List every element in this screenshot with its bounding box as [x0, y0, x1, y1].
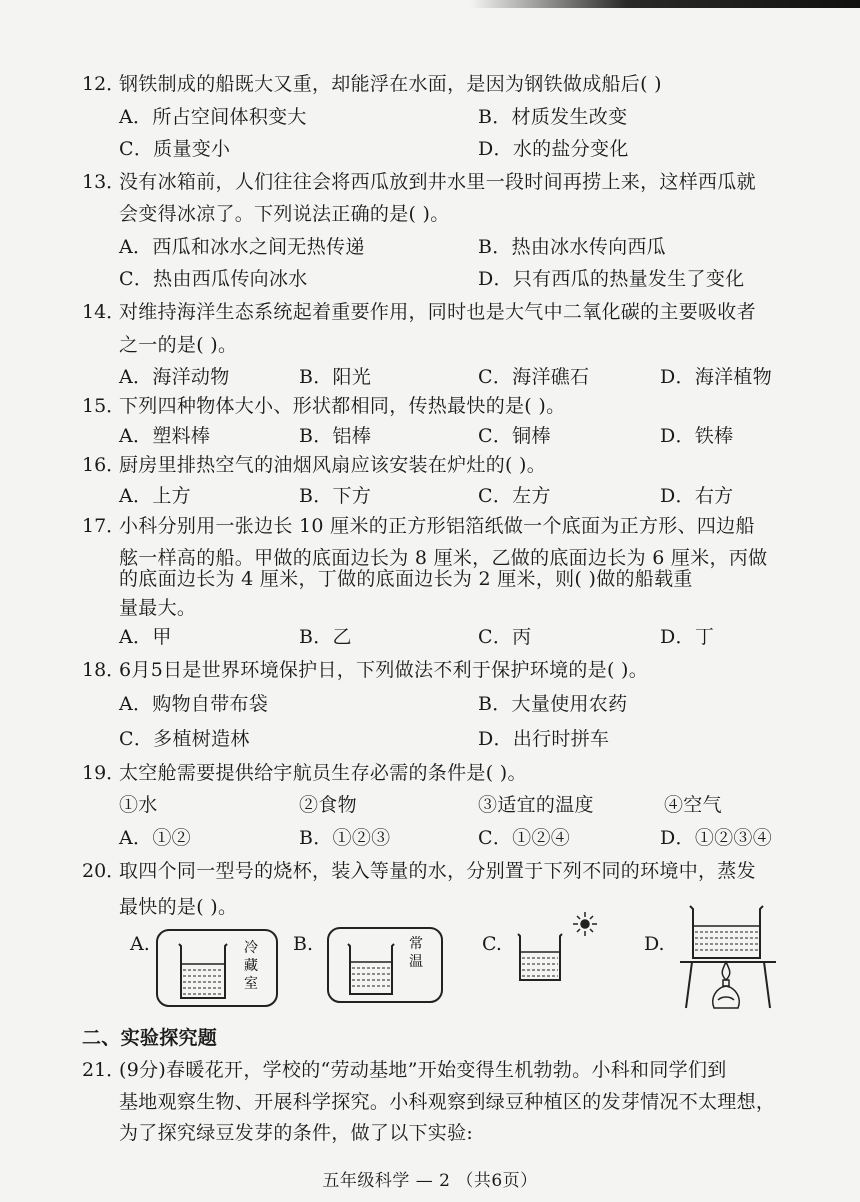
question-stem: 之一的是( )。: [119, 334, 238, 356]
option-a: A．西瓜和冰水之间无热传递: [119, 236, 365, 258]
option-b: B．热由冰水传向西瓜: [478, 236, 666, 258]
room-box: [328, 928, 442, 1002]
question-stem: 6月5日是世界环境保护日，下列做法不利于保护环境的是( )。: [119, 659, 649, 681]
option-b-label: B.: [293, 933, 314, 955]
option-a: A．塑料棒: [119, 425, 211, 447]
room-label-2: 温: [409, 954, 423, 970]
option-d: D．①②③④: [660, 827, 773, 849]
question-stem: (9分)春暖花开，学校的“劳动基地”开始变得生机勃勃。小科和同学们到: [119, 1059, 727, 1081]
fridge-label-3: 室: [244, 976, 258, 992]
question-stem: 最快的是( )。: [119, 896, 238, 918]
question-stem: 的底面边长为 4 厘米，丁做的底面边长为 2 厘米，则( )做的船载重: [119, 568, 693, 590]
item-3: ③适宜的温度: [478, 794, 594, 816]
question-stem: 钢铁制成的船既大又重，却能浮在水面，是因为钢铁做成船后( ): [119, 73, 662, 95]
fridge-label-2: 藏: [244, 958, 258, 974]
question-stem: 小科分别用一张边长 10 厘米的正方形铝箔纸做一个底面为正方形、四边船: [119, 515, 755, 537]
option-a: A．①②: [119, 827, 191, 849]
option-d: D．丁: [660, 626, 715, 648]
fridge-label-1: 冷: [244, 940, 258, 956]
question-stem: 厨房里排热空气的油烟风扇应该安装在炉灶的( )。: [119, 454, 547, 476]
option-b: B．材质发生改变: [478, 106, 628, 128]
figure-d-heating: [676, 900, 786, 1012]
option-c: C．海洋礁石: [478, 366, 590, 388]
question-stem: 会变得冰凉了。下列说法正确的是( )。: [119, 203, 450, 225]
page-footer: 五年级科学 — 2 （共6页）: [322, 1171, 538, 1191]
question-number: 19．: [82, 762, 126, 784]
room-label-1: 常: [409, 936, 423, 952]
question-stem: 太空舱需要提供给宇航员生存必需的条件是( )。: [119, 762, 527, 784]
option-d: D．铁棒: [660, 425, 734, 447]
beaker-icon: [179, 944, 227, 998]
question-stem: 取四个同一型号的烧杯，装入等量的水，分别置于下列不同的环境中，蒸发: [119, 860, 756, 882]
item-1: ①水: [119, 794, 158, 816]
scan-edge-shadow: [470, 0, 860, 8]
question-stem: 对维持海洋生态系统起着重要作用，同时也是大气中二氧化碳的主要吸收者: [119, 301, 756, 323]
figure-b-room-temp: [326, 926, 446, 1006]
question-number: 17．: [82, 515, 126, 537]
option-d: D．出行时拼车: [478, 728, 610, 750]
section-title: 二、实验探究题: [82, 1027, 218, 1049]
figure-a-fridge: [155, 928, 280, 1010]
beaker-icon: [518, 934, 562, 980]
tripod-stand: [680, 962, 776, 1008]
option-c: C．质量变小: [119, 138, 231, 160]
alcohol-lamp-icon: [713, 962, 740, 1008]
question-stem: 舷一样高的船。甲做的底面边长为 8 厘米，乙做的底面边长为 6 厘米，丙做: [119, 547, 768, 569]
option-a: A．上方: [119, 485, 191, 507]
option-a-label: A.: [130, 933, 150, 955]
question-stem: 量最大。: [119, 597, 197, 619]
option-d: D．只有西瓜的热量发生了变化: [478, 268, 745, 290]
option-d: D．海洋植物: [660, 366, 773, 388]
option-a: A．购物自带布袋: [119, 693, 269, 715]
option-c: C．热由西瓜传向冰水: [119, 268, 308, 290]
question-number: 20．: [82, 860, 126, 882]
option-b: B．下方: [299, 485, 372, 507]
sun-icon: [573, 912, 597, 936]
figure-c-sunlight: [512, 908, 612, 988]
question-stem: 基地观察生物、开展科学探究。小科观察到绿豆种植区的发芽情况不太理想，: [119, 1091, 776, 1113]
question-number: 21．: [82, 1059, 126, 1081]
item-2: ②食物: [299, 794, 357, 816]
question-number: 12．: [82, 73, 126, 95]
option-b: B．阳光: [299, 366, 372, 388]
option-b: B．①②③: [299, 827, 391, 849]
question-number: 16．: [82, 454, 126, 476]
option-c: C．丙: [478, 626, 532, 648]
question-number: 18．: [82, 659, 126, 681]
option-d: D．水的盐分变化: [478, 138, 629, 160]
question-number: 14．: [82, 301, 126, 323]
option-c: C．多植树造林: [119, 728, 250, 750]
option-b: B．大量使用农药: [478, 693, 628, 715]
option-c-label: C.: [482, 933, 502, 955]
option-c: C．左方: [478, 485, 551, 507]
option-d: D．右方: [660, 485, 734, 507]
option-b: B．铝棒: [299, 425, 372, 447]
option-c: C．①②④: [478, 827, 571, 849]
option-a: A．所占空间体积变大: [119, 106, 307, 128]
option-d-label: D.: [644, 933, 665, 955]
item-4: ④空气: [664, 794, 722, 816]
beaker-icon: [348, 944, 394, 994]
fridge-box: [157, 930, 277, 1006]
beaker-icon: [690, 906, 763, 958]
question-number: 13．: [82, 171, 126, 193]
question-stem: 为了探究绿豆发芽的条件，做了以下实验:: [119, 1122, 474, 1144]
option-a: A．海洋动物: [119, 366, 230, 388]
option-c: C．铜棒: [478, 425, 551, 447]
option-b: B．乙: [299, 626, 352, 648]
question-stem: 没有冰箱前，人们往往会将西瓜放到井水里一段时间再捞上来，这样西瓜就: [119, 171, 756, 193]
option-a: A．甲: [119, 626, 172, 648]
question-stem: 下列四种物体大小、形状都相同，传热最快的是( )。: [119, 395, 566, 417]
question-number: 15．: [82, 395, 126, 417]
